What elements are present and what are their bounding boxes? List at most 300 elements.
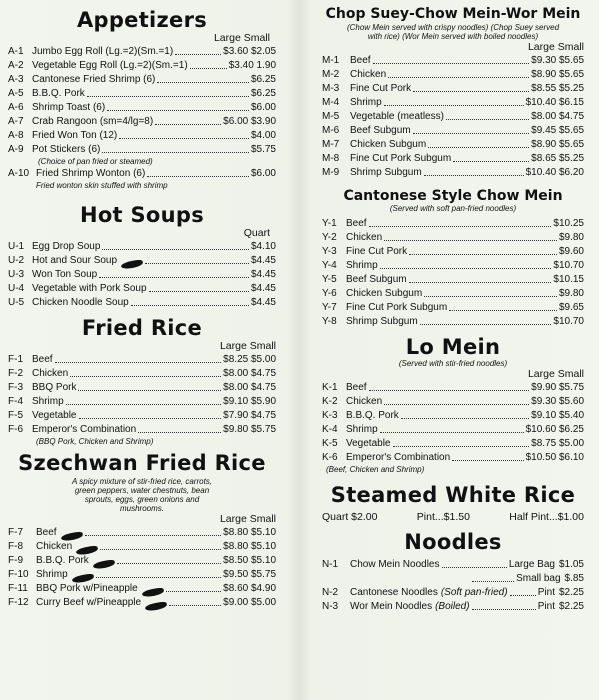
fried-rice-title: Fried Rice bbox=[81, 316, 203, 340]
leader-dots bbox=[87, 96, 249, 97]
leader-dots bbox=[446, 119, 529, 120]
white-rice-title: Steamed White Rice bbox=[330, 483, 576, 507]
item-code: M-8 bbox=[322, 153, 340, 164]
item-price: $9.60 bbox=[558, 246, 584, 257]
item-code: F-3 bbox=[8, 382, 23, 393]
item-code: A-3 bbox=[8, 74, 24, 85]
leader-dots bbox=[384, 404, 529, 405]
item-code: F-11 bbox=[8, 583, 28, 594]
white-rice-half-pint: Half Pint...$1.00 bbox=[509, 511, 584, 523]
item-name: Wor Mein Noodles bbox=[350, 601, 433, 612]
menu-item bbox=[8, 282, 276, 296]
item-name: Fine Cut Pork bbox=[350, 83, 412, 94]
menu-item bbox=[8, 423, 276, 437]
item-name: BBQ Pork bbox=[32, 382, 77, 393]
item-code: K-5 bbox=[322, 438, 338, 449]
item-price: $4.10 bbox=[250, 241, 276, 252]
item-price: $8.55 $5.25 bbox=[531, 83, 584, 94]
item-price: $4.45 bbox=[250, 269, 276, 280]
menu-item bbox=[322, 245, 584, 259]
item-price: $6.00 bbox=[250, 168, 276, 179]
item-code: F-12 bbox=[8, 597, 29, 608]
noodle-item-n1-small bbox=[322, 572, 584, 586]
leader-dots bbox=[169, 605, 221, 606]
menu-item bbox=[322, 231, 584, 245]
item-name: Egg Drop Soup bbox=[32, 241, 101, 252]
item-name: Vegetable (meatless) bbox=[350, 111, 444, 122]
menu-item bbox=[8, 367, 276, 381]
item-code: M-5 bbox=[322, 111, 340, 122]
item-name: B.B.Q. Pork bbox=[346, 410, 399, 421]
item-price: $9.00 $5.00 bbox=[223, 597, 276, 608]
lo-mein-title: Lo Mein bbox=[405, 335, 501, 359]
item-price: $10.25 bbox=[553, 218, 584, 229]
menu-item bbox=[8, 381, 276, 395]
szechwan-col-header: Large Small bbox=[219, 513, 276, 525]
item-code: U-5 bbox=[8, 297, 25, 308]
szechwan-list bbox=[8, 526, 276, 610]
menu-item bbox=[322, 96, 584, 110]
leader-dots bbox=[369, 390, 530, 391]
item-price: $3.60 $2.05 bbox=[223, 46, 276, 57]
menu-item bbox=[322, 110, 584, 124]
appetizers-list bbox=[8, 45, 276, 157]
item-code: K-6 bbox=[322, 452, 338, 463]
noodle-item-n3 bbox=[322, 600, 584, 614]
item-code: Y-4 bbox=[322, 260, 337, 271]
leader-dots bbox=[157, 82, 249, 83]
menu-item bbox=[8, 101, 276, 115]
lo-mein-note: (Beef, Chicken and Shrimp) bbox=[326, 465, 425, 474]
leader-dots bbox=[380, 432, 524, 433]
leader-dots bbox=[131, 305, 249, 306]
menu-item bbox=[322, 273, 584, 287]
item-code: F-10 bbox=[8, 569, 29, 580]
menu-item bbox=[322, 315, 584, 329]
noodle-item-n2 bbox=[322, 586, 584, 600]
item-code: A-6 bbox=[8, 102, 24, 113]
item-name: Cantonese Fried Shrimp (6) bbox=[32, 74, 156, 85]
item-name: Crab Rangoon (sm=4/lg=8) bbox=[32, 116, 154, 127]
item-price: $8.80 $5.10 bbox=[223, 527, 276, 538]
item-name: Emperor's Combination bbox=[32, 424, 137, 435]
item-code: N-3 bbox=[322, 601, 339, 612]
item-style: (Soft pan-fried) bbox=[440, 587, 508, 598]
szechwan-title: Szechwan Fried Rice bbox=[18, 451, 266, 475]
menu-item bbox=[8, 129, 276, 143]
leader-dots bbox=[413, 133, 530, 134]
leader-dots bbox=[449, 310, 557, 311]
appetizers-title: Appetizers bbox=[76, 8, 208, 32]
item-style: (Boiled) bbox=[435, 601, 470, 612]
menu-item bbox=[322, 82, 584, 96]
item-price: $8.00 $4.75 bbox=[531, 111, 584, 122]
item-name: Fine Cut Pork Subgum bbox=[346, 302, 448, 313]
item-price: $7.90 $4.75 bbox=[223, 410, 276, 421]
szechwan-description: A spicy mixture of stir-fried rice, carrots, green peppers, water chestnuts, bean sprouts, eggs, green onions and mushrooms. bbox=[71, 477, 213, 513]
leader-dots bbox=[472, 581, 514, 582]
item-price: $9.65 bbox=[558, 302, 584, 313]
lo-mein-list bbox=[322, 381, 584, 465]
menu-item bbox=[8, 240, 276, 254]
cantonese-title: Cantonese Style Chow Mein bbox=[343, 188, 563, 204]
item-name: Shrimp bbox=[346, 424, 378, 435]
item-code: F-1 bbox=[8, 354, 23, 365]
item-code: F-9 bbox=[8, 555, 23, 566]
item-code: Y-1 bbox=[322, 218, 337, 229]
hot-soups-title: Hot Soups bbox=[79, 203, 205, 227]
leader-dots bbox=[119, 138, 249, 139]
menu-item bbox=[8, 526, 276, 540]
item-name: Vegetable bbox=[346, 438, 391, 449]
menu-item bbox=[322, 54, 584, 68]
item-name: Fried Won Ton (12) bbox=[32, 130, 118, 141]
item-code: U-1 bbox=[8, 241, 25, 252]
chop-suey-list bbox=[322, 54, 584, 180]
fried-rice-note: (BBQ Pork, Chicken and Shrimp) bbox=[36, 437, 154, 446]
item-price: $8.50 $5.10 bbox=[223, 555, 276, 566]
item-name: Beef bbox=[36, 527, 57, 538]
menu-item bbox=[322, 423, 584, 437]
item-price: $8.90 $5.65 bbox=[531, 139, 584, 150]
menu-item bbox=[322, 287, 584, 301]
item-price: $6.25 bbox=[250, 74, 276, 85]
item-code: N-1 bbox=[322, 559, 339, 570]
item-code: Y-2 bbox=[322, 232, 337, 243]
item-code: M-4 bbox=[322, 97, 340, 108]
item-price: $9.50 $5.75 bbox=[223, 569, 276, 580]
item-code: K-2 bbox=[322, 396, 338, 407]
leader-dots bbox=[155, 124, 221, 125]
leader-dots bbox=[79, 418, 222, 419]
white-rice-quart: Quart $2.00 bbox=[322, 511, 378, 523]
item-price: $3.40 1.90 bbox=[228, 60, 276, 71]
lo-mein-col-header: Large Small bbox=[527, 368, 584, 380]
item-code: A-10 bbox=[8, 168, 30, 179]
item-name: B.B.Q. Pork bbox=[32, 88, 85, 99]
item-price: $1.05 bbox=[558, 559, 584, 570]
menu-item bbox=[322, 437, 584, 451]
right-column bbox=[322, 0, 584, 614]
menu-item bbox=[8, 568, 276, 582]
menu-item bbox=[8, 45, 276, 59]
white-rice-prices bbox=[322, 510, 584, 524]
item-name: Vegetable with Pork Soup bbox=[32, 283, 147, 294]
item-price: $8.80 $5.10 bbox=[223, 541, 276, 552]
leader-dots bbox=[99, 277, 249, 278]
item-code: N-2 bbox=[322, 587, 339, 598]
leader-dots bbox=[55, 362, 222, 363]
leader-dots bbox=[85, 535, 222, 536]
leader-dots bbox=[66, 404, 221, 405]
fried-rice-col-header: Large Small bbox=[219, 340, 276, 352]
item-price: $8.65 $5.25 bbox=[531, 153, 584, 164]
soups-list bbox=[8, 240, 276, 310]
menu-item bbox=[322, 395, 584, 409]
fried-rice-list bbox=[8, 353, 276, 437]
menu-item bbox=[8, 143, 276, 157]
item-price: $8.60 $4.90 bbox=[223, 583, 276, 594]
leader-dots bbox=[424, 175, 524, 176]
item-price: $10.70 bbox=[553, 260, 584, 271]
menu-item bbox=[8, 353, 276, 367]
leader-dots bbox=[393, 446, 530, 447]
item-name: Curry Beef w/Pineapple bbox=[36, 597, 142, 608]
item-price: $9.80 bbox=[558, 232, 584, 243]
item-code: K-4 bbox=[322, 424, 338, 435]
leader-dots bbox=[442, 567, 507, 568]
item-code: F-6 bbox=[8, 424, 23, 435]
leader-dots bbox=[100, 549, 221, 550]
item-size: Small bag bbox=[516, 573, 561, 584]
item-price: $8.75 $5.00 bbox=[531, 438, 584, 449]
item-name: Chicken bbox=[36, 541, 73, 552]
item-code: A-9 bbox=[8, 144, 24, 155]
item-code: A-1 bbox=[8, 46, 24, 57]
leader-dots bbox=[78, 390, 221, 391]
cantonese-subtitle: (Served with soft pan-fried noodles) bbox=[389, 204, 517, 213]
menu-item bbox=[8, 596, 276, 610]
menu-item bbox=[322, 124, 584, 138]
item-name: Pot Stickers (6) bbox=[32, 144, 101, 155]
item-code: Y-8 bbox=[322, 316, 337, 327]
leader-dots bbox=[166, 591, 221, 592]
leader-dots bbox=[102, 249, 249, 250]
item-price: $10.40 $6.20 bbox=[525, 167, 584, 178]
soups-col-header: Quart bbox=[243, 227, 270, 239]
leader-dots bbox=[149, 291, 249, 292]
item-code: A-5 bbox=[8, 88, 24, 99]
item-name: Chow Mein Noodles bbox=[350, 559, 440, 570]
item-price: $2.25 bbox=[558, 587, 584, 598]
item-name: Chicken bbox=[32, 368, 69, 379]
leader-dots bbox=[409, 282, 552, 283]
item-size: Large Bag bbox=[508, 559, 555, 570]
leader-dots bbox=[147, 176, 249, 177]
chop-suey-subtitle: (Chow Mein served with crispy noodles) (Chop Suey served with rice) (Wor Mein served with boiled noodles) bbox=[346, 23, 560, 41]
item-price: $8.25 $5.00 bbox=[223, 354, 276, 365]
menu-item bbox=[322, 68, 584, 82]
item-price: $4.00 bbox=[250, 130, 276, 141]
item-price: $.85 bbox=[564, 573, 584, 584]
item-name: Beef bbox=[32, 354, 53, 365]
menu-item bbox=[8, 254, 276, 268]
item-name: Chicken bbox=[346, 396, 383, 407]
leader-dots bbox=[424, 296, 557, 297]
item-price: $9.10 $5.90 bbox=[223, 396, 276, 407]
item-price: $9.30 $5.60 bbox=[531, 396, 584, 407]
item-code: Y-7 bbox=[322, 302, 337, 313]
item-code: U-4 bbox=[8, 283, 25, 294]
item-price: $2.25 bbox=[558, 601, 584, 612]
leader-dots bbox=[102, 152, 249, 153]
leader-dots bbox=[452, 460, 523, 461]
item-code: F-4 bbox=[8, 396, 23, 407]
note-a9: (Choice of pan fried or steamed) bbox=[38, 157, 153, 166]
chop-suey-col-header: Large Small bbox=[527, 41, 584, 53]
menu-item bbox=[8, 540, 276, 554]
leader-dots bbox=[175, 54, 221, 55]
item-price: $10.50 $6.10 bbox=[525, 452, 584, 463]
item-size: Pint bbox=[537, 587, 555, 598]
item-name: Vegetable bbox=[32, 410, 77, 421]
item-price: $9.10 $5.40 bbox=[531, 410, 584, 421]
item-price: $10.15 bbox=[553, 274, 584, 285]
leader-dots bbox=[472, 609, 536, 610]
item-code: K-1 bbox=[322, 382, 338, 393]
item-code: M-7 bbox=[322, 139, 340, 150]
item-name: Fine Cut Pork Subgum bbox=[350, 153, 452, 164]
menu-item bbox=[322, 138, 584, 152]
leader-dots bbox=[117, 563, 221, 564]
item-name: Beef bbox=[346, 218, 367, 229]
leader-dots bbox=[373, 63, 530, 64]
item-price: $8.00 $4.75 bbox=[223, 382, 276, 393]
menu-item bbox=[8, 395, 276, 409]
cantonese-list bbox=[322, 217, 584, 329]
noodles-title: Noodles bbox=[404, 530, 502, 554]
item-name: Cantonese Noodles bbox=[350, 587, 438, 598]
item-size: Pint bbox=[537, 601, 555, 612]
menu-item bbox=[322, 152, 584, 166]
item-name: Beef Subgum bbox=[350, 125, 411, 136]
item-price: $9.45 $5.65 bbox=[531, 125, 584, 136]
item-name: Beef bbox=[346, 382, 367, 393]
leader-dots bbox=[190, 68, 227, 69]
leader-dots bbox=[453, 161, 529, 162]
item-price: $10.70 bbox=[553, 316, 584, 327]
item-name: B.B.Q. Pork bbox=[36, 555, 89, 566]
lo-mein-subtitle: (Served with stir-fried noodles) bbox=[398, 359, 508, 368]
menu-item bbox=[322, 301, 584, 315]
white-rice-pint: Pint...$1.50 bbox=[416, 511, 470, 523]
item-name: Chicken Subgum bbox=[346, 288, 423, 299]
leader-dots bbox=[107, 110, 249, 111]
item-price: $6.00 bbox=[250, 102, 276, 113]
item-code: M-2 bbox=[322, 69, 340, 80]
item-code: M-9 bbox=[322, 167, 340, 178]
item-name: Chicken bbox=[350, 69, 387, 80]
item-code: F-2 bbox=[8, 368, 23, 379]
item-name: Vegetable Egg Roll (Lg.=2)(Sm.=1) bbox=[32, 60, 188, 71]
item-name: Chicken bbox=[346, 232, 383, 243]
item-name: Shrimp bbox=[346, 260, 378, 271]
item-code: Y-5 bbox=[322, 274, 337, 285]
item-code: M-1 bbox=[322, 55, 340, 66]
item-code: Y-6 bbox=[322, 288, 337, 299]
item-price: $9.90 $5.75 bbox=[531, 382, 584, 393]
item-name: Shrimp bbox=[32, 396, 64, 407]
item-name: Shrimp Toast (6) bbox=[32, 102, 106, 113]
leader-dots bbox=[510, 595, 536, 596]
item-price: $9.80 $5.75 bbox=[223, 424, 276, 435]
menu-item bbox=[8, 409, 276, 423]
menu-item bbox=[322, 217, 584, 231]
item-name: Emperor's Combination bbox=[346, 452, 451, 463]
item-name: Chicken Subgum bbox=[350, 139, 427, 150]
noodle-item-n1 bbox=[322, 558, 584, 572]
item-name: Chicken Noodle Soup bbox=[32, 297, 129, 308]
item-name: Fried Shrimp Wonton (6) bbox=[36, 168, 146, 179]
menu-item bbox=[8, 115, 276, 129]
item-code: A-2 bbox=[8, 60, 24, 71]
item-name: Beef bbox=[350, 55, 371, 66]
leader-dots bbox=[401, 418, 529, 419]
item-price: $9.30 $5.65 bbox=[531, 55, 584, 66]
item-price: $5.75 bbox=[250, 144, 276, 155]
item-name: Shrimp Subgum bbox=[346, 316, 418, 327]
item-code: U-3 bbox=[8, 269, 25, 280]
menu-item bbox=[322, 259, 584, 273]
item-name: Beef Subgum bbox=[346, 274, 407, 285]
item-name: Jumbo Egg Roll (Lg.=2)(Sm.=1) bbox=[32, 46, 174, 57]
menu-item bbox=[322, 381, 584, 395]
item-name: Fine Cut Pork bbox=[346, 246, 408, 257]
menu-item bbox=[8, 582, 276, 596]
leader-dots bbox=[145, 263, 249, 264]
chop-suey-title: Chop Suey-Chow Mein-Wor Mein bbox=[325, 6, 581, 22]
item-name: Shrimp bbox=[350, 97, 382, 108]
menu-item bbox=[8, 59, 276, 73]
item-code: M-6 bbox=[322, 125, 340, 136]
item-code: K-3 bbox=[322, 410, 338, 421]
item-price: $4.45 bbox=[250, 297, 276, 308]
item-code: A-7 bbox=[8, 116, 24, 127]
leader-dots bbox=[138, 432, 221, 433]
hot-pepper-icon bbox=[145, 601, 168, 612]
item-price: $8.90 $5.65 bbox=[531, 69, 584, 80]
menu-item bbox=[8, 296, 276, 310]
item-code: F-5 bbox=[8, 410, 23, 421]
leader-dots bbox=[70, 376, 221, 377]
item-code: Y-3 bbox=[322, 246, 337, 257]
item-price: $6.00 $3.90 bbox=[223, 116, 276, 127]
item-name: Shrimp Subgum bbox=[350, 167, 422, 178]
menu-item-a10 bbox=[8, 167, 276, 181]
leader-dots bbox=[96, 577, 221, 578]
item-price: $8.00 $4.75 bbox=[223, 368, 276, 379]
leader-dots bbox=[409, 254, 557, 255]
leader-dots bbox=[388, 77, 529, 78]
left-column bbox=[8, 0, 276, 610]
item-name: BBQ Pork w/Pineapple bbox=[36, 583, 138, 594]
leader-dots bbox=[384, 240, 557, 241]
menu-item bbox=[8, 87, 276, 101]
leader-dots bbox=[369, 226, 552, 227]
item-price: $9.80 bbox=[558, 288, 584, 299]
item-price: $6.25 bbox=[250, 88, 276, 99]
leader-dots bbox=[384, 105, 524, 106]
item-name: Hot and Sour Soup bbox=[32, 255, 118, 266]
leader-dots bbox=[380, 268, 552, 269]
item-code: F-8 bbox=[8, 541, 23, 552]
menu-item bbox=[8, 268, 276, 282]
item-code: U-2 bbox=[8, 255, 25, 266]
appetizers-col-header: Large Small bbox=[213, 32, 270, 44]
leader-dots bbox=[428, 147, 529, 148]
leader-dots bbox=[420, 324, 552, 325]
item-price: $10.40 $6.15 bbox=[525, 97, 584, 108]
item-code: M-3 bbox=[322, 83, 340, 94]
item-price: $10.60 $6.25 bbox=[525, 424, 584, 435]
item-name: Shrimp bbox=[36, 569, 68, 580]
menu-item bbox=[322, 166, 584, 180]
menu-item bbox=[8, 554, 276, 568]
note-a10: Fried wonton skin stuffed with shrimp bbox=[36, 181, 168, 190]
item-name: Won Ton Soup bbox=[32, 269, 98, 280]
item-price: $4.45 bbox=[250, 255, 276, 266]
menu-item bbox=[8, 73, 276, 87]
